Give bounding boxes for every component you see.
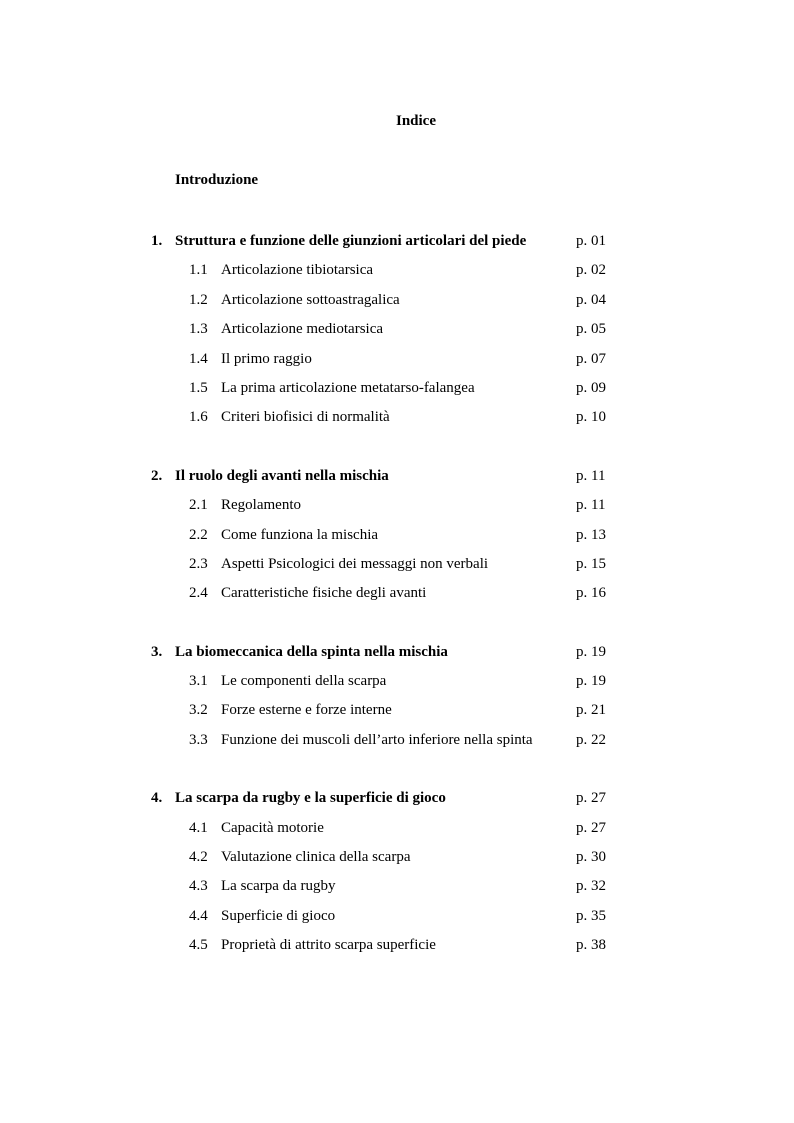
section-title: Le componenti della scarpa <box>221 673 387 690</box>
chapter-page: p. 01 <box>576 233 606 249</box>
toc-chapter-1 <box>0 230 794 436</box>
section-page: p. 15 <box>576 555 606 572</box>
section-page: p. 21 <box>576 702 606 719</box>
section-title: Articolazione tibiotarsica <box>221 262 374 279</box>
toc-section <box>0 582 794 611</box>
section-title: Valutazione clinica della scarpa <box>221 849 411 866</box>
toc-section <box>0 905 794 934</box>
section-number: 4.3 <box>189 878 208 895</box>
toc-introduction: Introduzione <box>175 172 259 188</box>
toc-section <box>0 406 794 435</box>
section-page: p. 30 <box>576 849 606 866</box>
section-number: 1.5 <box>189 379 208 396</box>
section-page: p. 09 <box>576 379 606 396</box>
section-number: 4.1 <box>189 819 208 836</box>
section-number: 4.4 <box>189 907 208 924</box>
chapter-number: 4. <box>151 790 163 807</box>
chapter-number: 2. <box>151 467 163 484</box>
toc-section <box>0 729 794 758</box>
page-title: Indice <box>395 113 436 129</box>
section-page: p. 11 <box>576 497 606 514</box>
section-number: 3.2 <box>189 702 208 719</box>
chapter-title: La scarpa da rugby e la superficie di gioco <box>175 790 446 807</box>
section-number: 2.1 <box>189 497 208 514</box>
toc-section <box>0 377 794 406</box>
section-page: p. 07 <box>576 350 606 367</box>
section-title: Articolazione mediotarsica <box>221 321 384 338</box>
chapter-heading <box>0 641 794 670</box>
table-of-contents <box>0 230 794 993</box>
section-page: p. 16 <box>576 585 606 602</box>
section-title: Criteri biofisici di normalità <box>221 409 390 426</box>
section-title: Aspetti Psicologici dei messaggi non verbali <box>221 555 489 572</box>
chapter-number: 1. <box>151 233 163 249</box>
chapter-page: p. 11 <box>576 467 606 484</box>
toc-section <box>0 259 794 288</box>
section-number: 1.1 <box>189 262 208 279</box>
section-title: Funzione dei muscoli dell’arto inferiore nella spinta <box>221 731 533 748</box>
toc-chapter-3 <box>0 641 794 759</box>
section-title: Superficie di gioco <box>221 907 336 924</box>
chapter-number: 3. <box>151 643 163 660</box>
chapter-heading <box>0 465 794 494</box>
section-page: p. 10 <box>576 409 606 426</box>
section-title: Proprietà di attrito scarpa superficie <box>221 937 436 954</box>
chapter-page: p. 19 <box>576 643 606 660</box>
section-number: 3.1 <box>189 673 208 690</box>
toc-chapter-2 <box>0 465 794 612</box>
toc-section <box>0 553 794 582</box>
section-page: p. 32 <box>576 878 606 895</box>
toc-section <box>0 494 794 523</box>
section-title: Regolamento <box>221 497 301 514</box>
section-title: Forze esterne e forze interne <box>221 702 392 719</box>
chapter-page: p. 27 <box>576 790 606 807</box>
toc-section <box>0 875 794 904</box>
section-page: p. 38 <box>576 937 606 954</box>
chapter-title: Il ruolo degli avanti nella mischia <box>175 467 389 484</box>
toc-section <box>0 934 794 963</box>
section-page: p. 05 <box>576 321 606 338</box>
chapter-heading <box>0 787 794 816</box>
toc-section <box>0 348 794 377</box>
section-number: 3.3 <box>189 731 208 748</box>
chapter-heading <box>0 230 794 259</box>
toc-section <box>0 318 794 347</box>
section-page: p. 27 <box>576 819 606 836</box>
section-title: La prima articolazione metatarso-falangea <box>221 379 475 396</box>
section-number: 1.4 <box>189 350 208 367</box>
section-number: 1.6 <box>189 409 208 426</box>
section-number: 4.2 <box>189 849 208 866</box>
section-title: Capacità motorie <box>221 819 324 836</box>
section-number: 1.3 <box>189 321 208 338</box>
toc-section <box>0 670 794 699</box>
section-page: p. 19 <box>576 673 606 690</box>
section-number: 2.2 <box>189 526 208 543</box>
section-number: 2.4 <box>189 585 208 602</box>
toc-section <box>0 817 794 846</box>
toc-section <box>0 524 794 553</box>
section-page: p. 02 <box>576 262 606 279</box>
section-number: 2.3 <box>189 555 208 572</box>
section-page: p. 04 <box>576 291 606 308</box>
chapter-title: La biomeccanica della spinta nella mischia <box>175 643 448 660</box>
section-title: La scarpa da rugby <box>221 878 336 895</box>
section-page: p. 22 <box>576 731 606 748</box>
section-number: 1.2 <box>189 291 208 308</box>
chapter-title: Struttura e funzione delle giunzioni articolari del piede <box>175 233 527 249</box>
toc-section <box>0 699 794 728</box>
toc-section <box>0 846 794 875</box>
toc-chapter-4 <box>0 787 794 963</box>
section-title: Come funziona la mischia <box>221 526 379 543</box>
toc-section <box>0 289 794 318</box>
section-title: Il primo raggio <box>221 350 312 367</box>
section-title: Caratteristiche fisiche degli avanti <box>221 585 427 602</box>
section-page: p. 35 <box>576 907 606 924</box>
section-number: 4.5 <box>189 937 208 954</box>
section-title: Articolazione sottoastragalica <box>221 291 400 308</box>
section-page: p. 13 <box>576 526 606 543</box>
